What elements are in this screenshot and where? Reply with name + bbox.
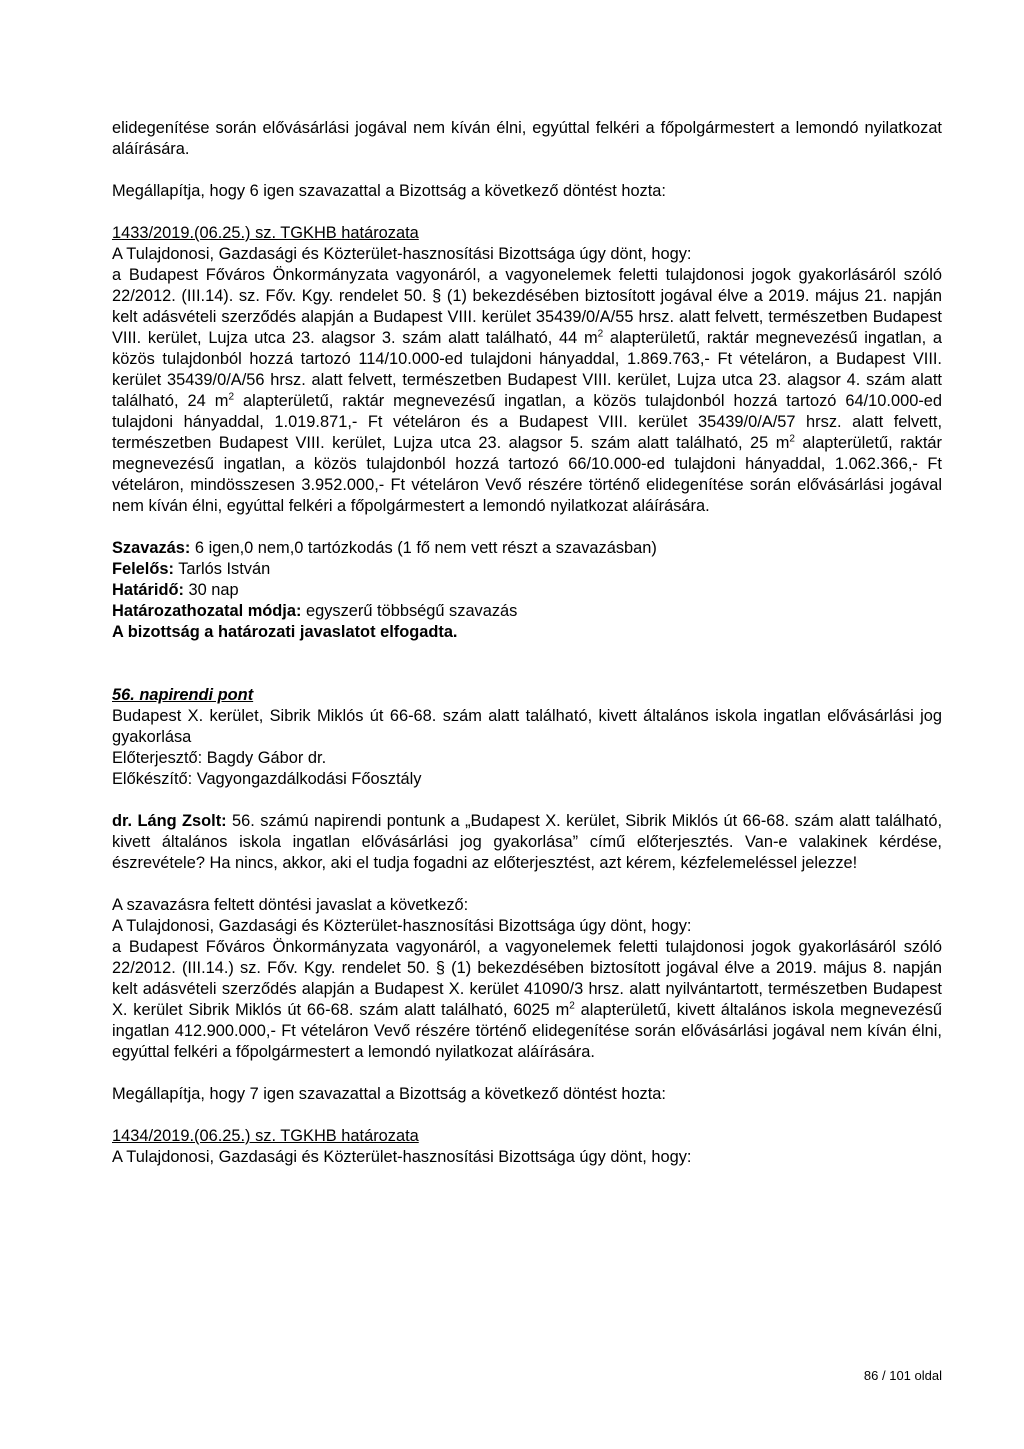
proposal-body-part-a: a Budapest Főváros Önkormányzata vagyonáról, a vagyonelemek feletti tulajdonosi jogok gyakorlásáról szóló 22/2012. (III.14.) sz. Főv. Kgy. rendelet 50. § (1) bekezdésében biztosított jogával élve a 2019. május 8. napján kelt adásvételi szerződés alapján a Budapest X. kerület 41090/3 hrsz. alatt nyilvántartott, természetben Budapest X. kerület Sibrik Miklós út 66-68. szám alatt található, 6025 m	[112, 938, 942, 1019]
superscript: 2	[569, 1000, 575, 1012]
speech-paragraph	[112, 811, 942, 874]
preparer-value: Vagyongazdálkodási Főosztály	[192, 770, 422, 788]
superscript: 2	[228, 391, 235, 403]
deadline-label: Határidő:	[112, 581, 184, 599]
top-paragraph: elidegenítése során elővásárlási jogával nem kíván élni, egyúttal felkéri a főpolgármestert a lemondó nyilatkozat aláírására.	[112, 119, 942, 158]
page-number: 86 / 101 oldal	[863, 1368, 942, 1383]
resolution-1-title: 1433/2019.(06.25.) sz. TGKHB határozata	[112, 224, 419, 242]
presenter-value: Bagdy Gábor dr.	[202, 749, 327, 767]
resolution-2-intro: A Tulajdonosi, Gazdasági és Közterület-hasznosítási Bizottsága úgy dönt, hogy:	[112, 1148, 692, 1166]
accepted-text: A bizottság a határozati javaslatot elfogadta.	[112, 623, 458, 641]
preparer-line	[112, 769, 942, 790]
proposal-body	[112, 937, 942, 1063]
finding-1: Megállapítja, hogy 6 igen szavazattal a Bizottság a következő döntést hozta:	[112, 182, 666, 200]
mode-value: egyszerű többségű szavazás	[301, 602, 518, 620]
finding-2: Megállapítja, hogy 7 igen szavazattal a Bizottság a következő döntést hozta:	[112, 1085, 666, 1103]
preparer-label: Előkészítő:	[112, 770, 193, 788]
resolution-2-title: 1434/2019.(06.25.) sz. TGKHB határozata	[112, 1127, 419, 1145]
agenda-title: 56. napirendi pont	[112, 686, 254, 704]
deadline-line	[112, 580, 942, 601]
speech-text: 56. számú napirendi pontunk a „Budapest X. kerület, Sibrik Miklós út 66-68. szám alatt található, kivett általános iskola ingatlan elővásárlási jog gyakorlása” című előterjesztés. Van-e valakinek kérdése, észrevétele? Ha nincs, akkor, aki el tudja fogadni az előterjesztést, azt kérem, kézfelemeléssel jelezze!	[112, 812, 942, 872]
accepted-line	[112, 622, 942, 643]
resolution-1-body	[112, 265, 942, 517]
agenda-subject: Budapest X. kerület, Sibrik Miklós út 66-68. szám alatt található, kivett általános iskola ingatlan elővásárlási jog gyakorlása	[112, 707, 942, 746]
mode-line	[112, 601, 942, 622]
proposal-committee: A Tulajdonosi, Gazdasági és Közterület-hasznosítási Bizottsága úgy dönt, hogy:	[112, 917, 692, 935]
deadline-value: 30 nap	[183, 581, 239, 599]
vote-value: 6 igen,0 nem,0 tartózkodás (1 fő nem vett részt a szavazásban)	[190, 539, 657, 557]
superscript: 2	[789, 433, 795, 445]
responsible-label: Felelős:	[112, 560, 174, 578]
resolution-1-intro: A Tulajdonosi, Gazdasági és Közterület-hasznosítási Bizottsága úgy dönt, hogy:	[112, 245, 692, 263]
resolution-1-body-part-d: alapterületű, raktár megnevezésű ingatlan, a közös tulajdonból hozzá tartozó 66/10.000-ed tulajdoni hányaddal, 1.062.366,- Ft vételáron, mindösszesen 3.952.000,- Ft vételáron Vevő részére történő elidegenítése során elővásárlási jogával nem kíván élni, egyúttal felkéri a főpolgármestert a lemondó nyilatkozat aláírására.	[112, 434, 943, 515]
resolution-1-body-part-b: alapterületű, raktár megnevezésű ingatlan, a közös tulajdonból hozzá tartozó 114/10.000-ed tulajdoni hányaddal, 1.869.763,- Ft vételáron, a Budapest VIII. kerület 35439/0/A/56 hrsz. alatt felvett, természetben Budapest VIII. kerület, Lujza utca 23. alagsor 4. szám alatt található, 24 m	[112, 329, 942, 410]
resolution-1-body-part-c: alapterületű, raktár megnevezésű ingatlan, a közös tulajdonból hozzá tartozó 64/10.000-ed tulajdoni hányaddal, 1.019.871,- Ft vételáron és a Budapest VIII. kerület 35439/0/A/57 hrsz. alatt felvett, természetben Budapest VIII. kerület, Lujza utca 23. alagsor 5. szám alatt található, 25 m	[112, 392, 943, 452]
proposal-intro: A szavazásra feltett döntési javaslat a következő:	[112, 896, 469, 914]
superscript: 2	[597, 328, 604, 340]
document-page	[112, 118, 942, 1168]
responsible-value: Tarlós István	[173, 560, 271, 578]
presenter-line	[112, 748, 942, 769]
presenter-label: Előterjesztő:	[112, 749, 203, 767]
responsible-line	[112, 559, 942, 580]
mode-label: Határozathozatal módja:	[112, 602, 302, 620]
proposal-body-part-b: alapterületű, kivett általános iskola megnevezésű ingatlan 412.900.000,- Ft vételáron Vevő részére történő elidegenítése során elővásárlási jogával nem kíván élni, egyúttal felkéri a főpolgármestert a lemondó nyilatkozat aláírására.	[112, 1001, 942, 1061]
vote-line	[112, 538, 942, 559]
speaker-name: dr. Láng Zsolt:	[112, 812, 227, 830]
resolution-1-body-part-a: a Budapest Főváros Önkormányzata vagyonáról, a vagyonelemek feletti tulajdonosi jogok gyakorlásáról szóló 22/2012. (III.14). sz. Főv. Kgy. rendelet 50. § (1) bekezdésében biztosított jogával élve a 2019. május 21. napján kelt adásvételi szerződés alapján a Budapest VIII. kerület 35439/0/A/55 hrsz. alatt felvett, természetben Budapest VIII. kerület, Lujza utca 23. alagsor 3. szám alatt található, 44 m	[112, 266, 942, 347]
vote-label: Szavazás:	[112, 539, 191, 557]
